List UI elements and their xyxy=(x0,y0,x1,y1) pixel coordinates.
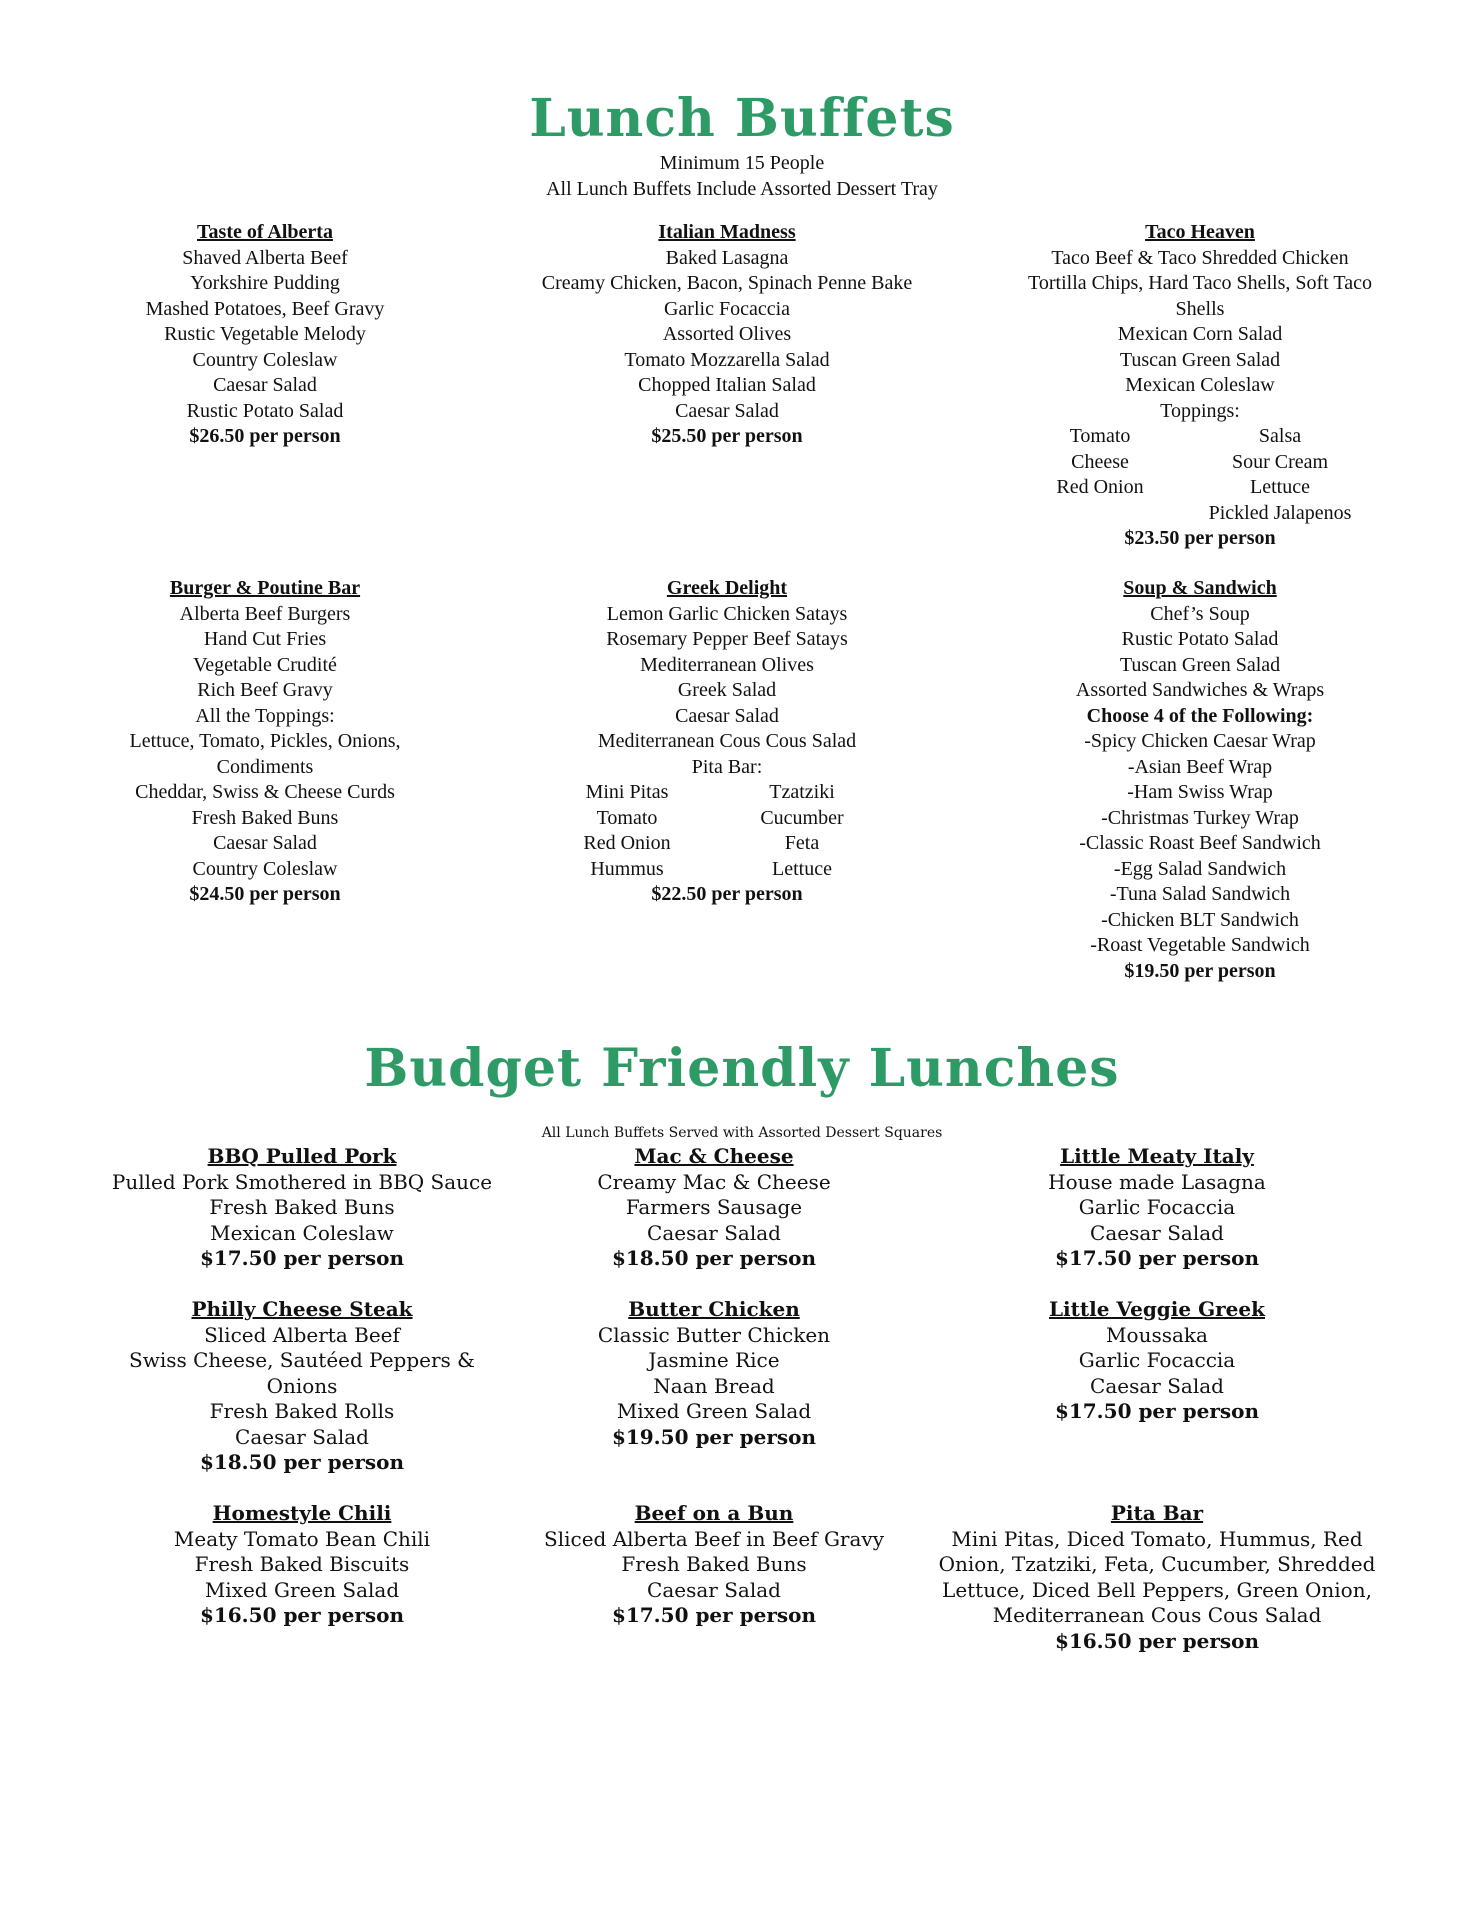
sandwich-option: -Asian Beef Wrap xyxy=(1127,755,1273,778)
menu-item: Assorted Olives xyxy=(662,323,792,345)
menu-item: Rustic Potato Salad xyxy=(186,399,344,422)
menu-block-title: Little Meaty Italy xyxy=(1060,1144,1254,1168)
pita-item: Mini Pitas xyxy=(585,781,669,803)
pita-bar-row xyxy=(497,831,957,857)
menu-item: All the Toppings: xyxy=(195,704,335,727)
menu-item: Sliced Alberta Beef in Beef Gravy xyxy=(544,1526,884,1551)
menu-block-soup-sandwich xyxy=(970,576,1430,984)
menu-item: Rustic Potato Salad xyxy=(1121,628,1279,650)
menu-price: $19.50 per person xyxy=(1124,959,1276,982)
menu-price: $23.50 per person xyxy=(1124,527,1276,549)
menu-item: Caesar Salad xyxy=(675,399,779,422)
menu-item: Country Coleslaw xyxy=(192,857,338,880)
topping-item: Lettuce xyxy=(1250,476,1310,498)
menu-item: Mediterranean Olives xyxy=(640,653,814,676)
menu-item: Tortilla Chips, Hard Taco Shells, Soft Taco xyxy=(1028,272,1372,294)
menu-item: Lemon Garlic Chicken Satays xyxy=(606,602,848,625)
topping-item: Red Onion xyxy=(1056,476,1144,498)
sandwich-option: -Chicken BLT Sandwich xyxy=(1101,908,1299,931)
pita-item: Feta xyxy=(784,832,820,854)
topping-item xyxy=(1020,501,1180,527)
sandwich-option: -Ham Swiss Wrap xyxy=(1127,781,1273,803)
topping-item: Cheese xyxy=(1071,450,1129,473)
menu-item: Caesar Salad xyxy=(675,704,779,727)
menu-price: $18.50 per person xyxy=(611,1246,817,1270)
menu-item: Caesar Salad xyxy=(235,1424,369,1449)
toppings-row xyxy=(970,501,1430,527)
menu-item: Meaty Tomato Bean Chili xyxy=(173,1526,431,1551)
menu-item: Mixed Green Salad xyxy=(616,1399,812,1423)
menu-item: Moussaka xyxy=(1106,1322,1208,1347)
menu-item: Fresh Baked Rolls xyxy=(209,1399,395,1423)
pita-item: Tomato xyxy=(596,806,658,829)
lunch-buffets-title: Lunch Buffets xyxy=(529,88,955,149)
sandwich-option: -Roast Vegetable Sandwich xyxy=(1090,934,1310,956)
menu-price: $19.50 per person xyxy=(611,1424,817,1449)
pita-bar-row xyxy=(497,780,957,806)
menu-item: Classic Butter Chicken xyxy=(597,1322,831,1347)
menu-item: Yorkshire Pudding xyxy=(190,272,340,294)
menu-block-little-veggie-greek xyxy=(927,1297,1387,1425)
pita-item: Tzatziki xyxy=(769,781,835,803)
menu-item: Caesar Salad xyxy=(1090,1373,1224,1398)
menu-block-title: Mac & Cheese xyxy=(634,1144,794,1168)
menu-block-pita-bar xyxy=(927,1501,1387,1654)
menu-item: Shaved Alberta Beef xyxy=(182,246,348,269)
topping-item: Tomato xyxy=(1069,425,1131,447)
menu-item: Garlic Focaccia xyxy=(1078,1195,1236,1219)
menu-block-title: Taco Heaven xyxy=(1145,221,1255,243)
sandwich-option: -Tuna Salad Sandwich xyxy=(1109,883,1291,905)
menu-block-title: BBQ Pulled Pork xyxy=(207,1144,397,1168)
menu-price: $16.50 per person xyxy=(199,1603,405,1627)
menu-item: Assorted Sandwiches & Wraps xyxy=(1075,679,1325,701)
menu-block-burger-poutine-bar xyxy=(35,576,495,908)
menu-item: Alberta Beef Burgers xyxy=(179,602,351,625)
menu-item: Rich Beef Gravy xyxy=(197,679,333,701)
menu-price: $16.50 per person xyxy=(1054,1628,1260,1653)
menu-price: $24.50 per person xyxy=(189,883,341,905)
menu-item: Lettuce, Tomato, Pickles, Onions, xyxy=(129,730,401,752)
menu-item: Caesar Salad xyxy=(647,1577,781,1602)
menu-block-homestyle-chili xyxy=(72,1501,532,1629)
menu-item: Mexican Coleslaw xyxy=(210,1220,394,1245)
menu-block-little-meaty-italy xyxy=(927,1144,1387,1272)
menu-item: Chef’s Soup xyxy=(1150,602,1250,625)
menu-item: Caesar Salad xyxy=(213,832,317,854)
menu-item: Fresh Baked Biscuits xyxy=(194,1552,410,1576)
sandwich-option: -Spicy Chicken Caesar Wrap xyxy=(1084,730,1316,752)
menu-item: Swiss Cheese, Sautéed Peppers & xyxy=(129,1348,475,1372)
menu-item: Tuscan Green Salad xyxy=(1119,348,1281,371)
menu-item: Rustic Vegetable Melody xyxy=(164,323,366,345)
menu-block-title: Butter Chicken xyxy=(628,1297,800,1321)
menu-item: Mediterranean Cous Cous Salad xyxy=(992,1603,1322,1627)
sandwich-option: -Egg Salad Sandwich xyxy=(1113,857,1287,880)
sandwich-option: -Christmas Turkey Wrap xyxy=(1101,806,1299,829)
menu-item: Mexican Coleslaw xyxy=(1125,374,1275,396)
pita-item: Red Onion xyxy=(583,832,671,854)
menu-block-italian-madness xyxy=(497,220,957,450)
menu-item: Mini Pitas, Diced Tomato, Hummus, Red xyxy=(951,1526,1363,1551)
lunch-subtitle-minimum: Minimum 15 People xyxy=(659,152,825,174)
menu-item: Caesar Salad xyxy=(1090,1220,1224,1245)
menu-item: Hand Cut Fries xyxy=(203,628,327,650)
pita-bar-row xyxy=(497,806,957,832)
budget-lunches-title: Budget Friendly Lunches xyxy=(364,1038,1120,1099)
menu-price: $22.50 per person xyxy=(651,883,803,905)
menu-item: Fresh Baked Buns xyxy=(209,1195,395,1219)
menu-item: Tomato Mozzarella Salad xyxy=(624,348,830,371)
menu-block-title: Soup & Sandwich xyxy=(1123,577,1277,599)
budget-subtitle: All Lunch Buffets Served with Assorted Dessert Squares xyxy=(541,1125,943,1141)
menu-price: $17.50 per person xyxy=(1054,1399,1260,1423)
menu-item: Condiments xyxy=(216,755,314,778)
pita-item: Lettuce xyxy=(772,857,832,880)
menu-item: Pulled Pork Smothered in BBQ Sauce xyxy=(111,1169,493,1194)
menu-item: Shells xyxy=(1175,297,1225,320)
menu-block-bbq-pulled-pork xyxy=(72,1144,532,1272)
menu-block-greek-delight xyxy=(497,576,957,908)
menu-item: Sliced Alberta Beef xyxy=(204,1322,400,1347)
menu-item: Onions xyxy=(266,1373,338,1398)
menu-item: Naan Bread xyxy=(653,1373,775,1398)
menu-price: $18.50 per person xyxy=(199,1450,405,1474)
menu-block-title: Greek Delight xyxy=(666,577,788,599)
menu-price: $26.50 per person xyxy=(189,425,341,447)
menu-item: Mashed Potatoes, Beef Gravy xyxy=(145,297,385,320)
menu-block-beef-on-a-bun xyxy=(484,1501,944,1629)
choose-heading: Choose 4 of the Following: xyxy=(1086,704,1314,727)
menu-block-title: Burger & Poutine Bar xyxy=(169,577,361,599)
menu-item: Caesar Salad xyxy=(213,374,317,396)
topping-item: Salsa xyxy=(1258,425,1302,447)
sandwich-option: -Classic Roast Beef Sandwich xyxy=(1079,832,1321,854)
menu-item: Caesar Salad xyxy=(647,1220,781,1245)
toppings-row xyxy=(970,475,1430,501)
menu-item: Creamy Chicken, Bacon, Spinach Penne Bake xyxy=(541,272,913,294)
menu-block-title: Taste of Alberta xyxy=(197,221,333,243)
menu-item: Fresh Baked Buns xyxy=(621,1552,807,1576)
lunch-subtitle-dessert: All Lunch Buffets Include Assorted Dessert Tray xyxy=(546,178,938,200)
menu-item: Onion, Tzatziki, Feta, Cucumber, Shredded xyxy=(938,1552,1376,1576)
menu-item: Creamy Mac & Cheese xyxy=(597,1169,831,1194)
menu-block-taco-heaven xyxy=(970,220,1430,552)
menu-item: Baked Lasagna xyxy=(665,246,789,269)
menu-item: Pita Bar: xyxy=(691,755,763,778)
menu-block-mac-cheese xyxy=(484,1144,944,1272)
menu-item: Toppings: xyxy=(1160,399,1240,422)
menu-block-taste-of-alberta xyxy=(35,220,495,450)
menu-item: Jasmine Rice xyxy=(648,1348,780,1372)
pita-item: Hummus xyxy=(590,857,664,880)
menu-item: Greek Salad xyxy=(677,679,777,701)
menu-item: Vegetable Crudité xyxy=(193,653,337,676)
menu-item: Mixed Green Salad xyxy=(204,1577,400,1602)
menu-price: $17.50 per person xyxy=(199,1246,405,1270)
pita-bar-row xyxy=(497,857,957,883)
toppings-row xyxy=(970,424,1430,450)
menu-item: Rosemary Pepper Beef Satays xyxy=(606,628,848,650)
menu-item: Taco Beef & Taco Shredded Chicken xyxy=(1051,246,1349,269)
menu-block-title: Beef on a Bun xyxy=(634,1501,794,1525)
menu-price: $17.50 per person xyxy=(1054,1246,1260,1270)
menu-item: Farmers Sausage xyxy=(625,1195,803,1219)
pita-item: Cucumber xyxy=(760,806,844,829)
menu-item: Garlic Focaccia xyxy=(1078,1348,1236,1372)
menu-item: Chopped Italian Salad xyxy=(638,374,816,396)
menu-block-philly-cheese-steak xyxy=(72,1297,532,1476)
menu-item: Lettuce, Diced Bell Peppers, Green Onion, xyxy=(942,1577,1372,1602)
topping-item: Pickled Jalapenos xyxy=(1208,501,1352,524)
menu-item: Fresh Baked Buns xyxy=(191,806,339,829)
menu-item: Cheddar, Swiss & Cheese Curds xyxy=(135,781,395,803)
menu-item: Mexican Corn Salad xyxy=(1117,323,1283,345)
menu-block-butter-chicken xyxy=(484,1297,944,1450)
menu-item: Mediterranean Cous Cous Salad xyxy=(597,730,857,752)
menu-item: Country Coleslaw xyxy=(192,348,338,371)
menu-item: Tuscan Green Salad xyxy=(1119,653,1281,676)
menu-block-title: Homestyle Chili xyxy=(212,1501,392,1525)
menu-block-title: Little Veggie Greek xyxy=(1048,1297,1265,1321)
menu-price: $17.50 per person xyxy=(611,1603,817,1627)
menu-block-title: Italian Madness xyxy=(658,221,796,243)
menu-block-title: Pita Bar xyxy=(1110,1501,1204,1525)
toppings-row xyxy=(970,450,1430,476)
menu-price: $25.50 per person xyxy=(651,425,803,447)
menu-item: House made Lasagna xyxy=(1048,1169,1266,1194)
menu-block-title: Philly Cheese Steak xyxy=(191,1297,413,1321)
topping-item: Sour Cream xyxy=(1231,450,1329,473)
menu-item: Garlic Focaccia xyxy=(663,297,791,320)
